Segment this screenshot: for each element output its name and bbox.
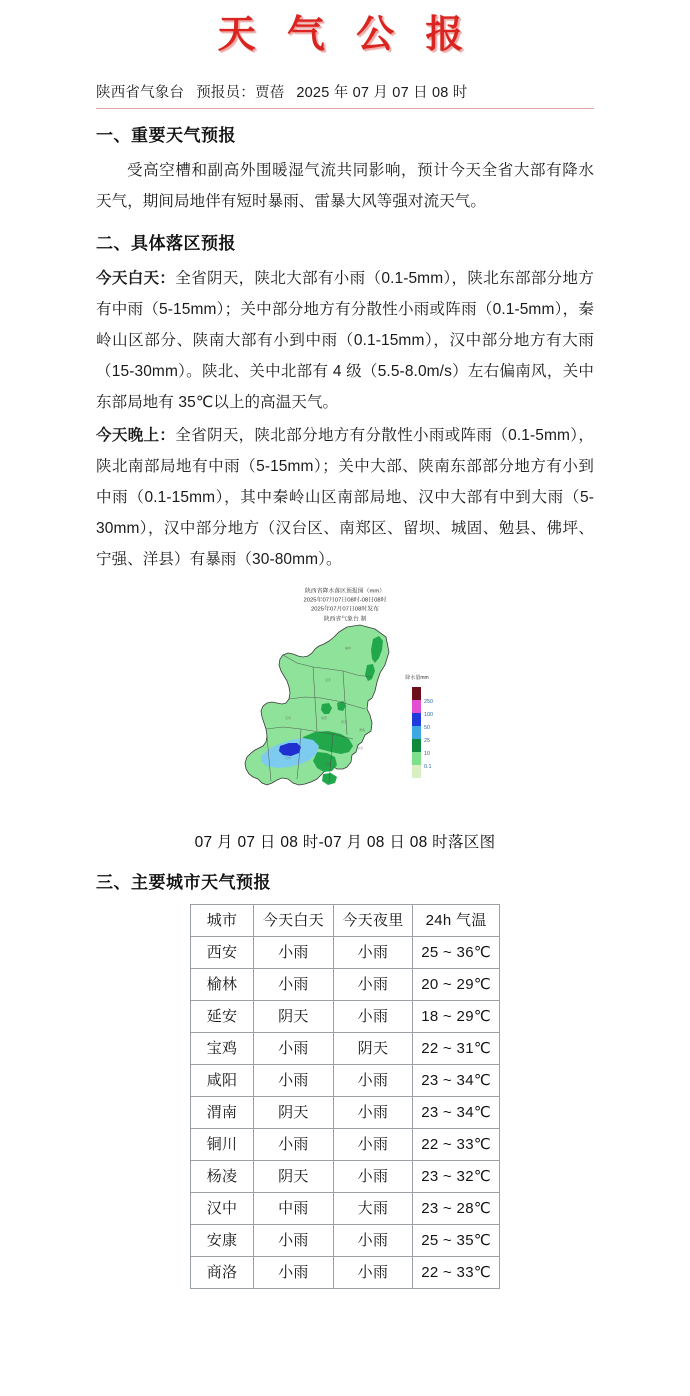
section-3-heading: 三、主要城市天气预报 [96,873,271,892]
temperature-cell: 23 ~ 28℃ [413,1193,500,1225]
legend-value-50: 50 [424,725,430,731]
table-body [191,937,500,1289]
page-title: 天 气 公 报 [217,12,473,56]
city-name-cell: 安康 [191,1225,254,1257]
table-row [191,1161,500,1193]
column-header-city: 城市 [191,905,254,937]
byline-issue-time: 2025 年 07 月 07 日 08 时 [296,85,468,101]
table-header-row [191,905,500,937]
daytime-weather-cell: 阴天 [254,1001,334,1033]
city-name-cell: 延安 [191,1001,254,1033]
table-row [191,1129,500,1161]
daytime-text: 全省阴天，陕北大部有小雨（0.1-5mm），陕北东部部分地方有中雨（5-15mm）；关中部分地方有分散性小雨或阵雨（0.1-5mm），秦岭山区部分、陕南大部有小到中雨（0.1-15mm），汉中部分地方有大雨（15-30mm）。陕北、关中北部有 4 级（5.5-8.0m/s）左右偏南风，关中东部局地有 35℃以上的高温天气。 [96,270,594,411]
table-row [191,1097,500,1129]
night-weather-cell: 阴天 [333,1033,413,1065]
night-weather-cell: 小雨 [333,1065,413,1097]
night-weather-cell: 小雨 [333,1097,413,1129]
night-forecast-paragraph [96,420,594,575]
legend-value-10: 10 [424,751,430,757]
temperature-cell: 18 ~ 29℃ [413,1001,500,1033]
night-weather-cell: 小雨 [333,937,413,969]
title-banner [0,0,690,62]
daytime-weather-cell: 小雨 [254,1129,334,1161]
daytime-weather-cell: 小雨 [254,1033,334,1065]
map-title-line-3: 2025年07月07日08时发布 [311,605,379,613]
map-title-line-4: 陕西省气象台 制 [323,615,367,622]
svg-text:渭南: 渭南 [359,728,366,732]
svg-text:延安: 延安 [325,678,332,682]
svg-text:安康: 安康 [325,762,332,766]
city-name-cell: 榆林 [191,969,254,1001]
city-name-cell: 商洛 [191,1257,254,1289]
city-name-cell: 西安 [191,937,254,969]
column-header-temp: 24h 气温 [413,905,500,937]
column-header-day: 今天白天 [254,905,334,937]
legend-value-100: 100 [424,712,433,718]
svg-text:榆林: 榆林 [345,646,352,650]
temperature-cell: 23 ~ 34℃ [413,1097,500,1129]
night-weather-cell: 小雨 [333,1257,413,1289]
legend-value-0.1: 0.1 [424,764,432,770]
figure-caption: 07 月 07 日 08 时-07 月 08 日 08 时落区图 [194,834,496,851]
daytime-label: 今天白天： [96,270,176,287]
section-2-heading: 二、具体落区预报 [96,234,236,253]
legend-value-250: 250 [424,699,433,705]
night-weather-cell: 小雨 [333,1129,413,1161]
city-name-cell: 咸阳 [191,1065,254,1097]
daytime-weather-cell: 小雨 [254,937,334,969]
night-weather-cell: 小雨 [333,969,413,1001]
daytime-weather-cell: 中雨 [254,1193,334,1225]
temperature-cell: 25 ~ 35℃ [413,1225,500,1257]
map-svg [225,619,465,824]
daytime-weather-cell: 小雨 [254,1065,334,1097]
table-row [191,1257,500,1289]
night-weather-cell: 大雨 [333,1193,413,1225]
table-row [191,1001,500,1033]
night-weather-cell: 小雨 [333,1161,413,1193]
daytime-weather-cell: 小雨 [254,969,334,1001]
document-body [96,82,594,1289]
table-row [191,937,500,969]
city-name-cell: 宝鸡 [191,1033,254,1065]
daytime-weather-cell: 阴天 [254,1161,334,1193]
section-1-heading: 一、重要天气预报 [96,126,236,145]
legend-value-25: 25 [424,738,430,744]
table-row [191,1033,500,1065]
table-row [191,969,500,1001]
daytime-forecast-paragraph [96,263,594,418]
temperature-cell: 20 ~ 29℃ [413,969,500,1001]
map-title-line-1: 陕西省降水落区预报图（mm） [304,587,386,594]
table-row [191,1225,500,1257]
daytime-weather-cell: 小雨 [254,1257,334,1289]
column-header-night: 今天夜里 [333,905,413,937]
temperature-cell: 23 ~ 32℃ [413,1161,500,1193]
night-label: 今天晚上： [96,427,176,444]
daytime-weather-cell: 阴天 [254,1097,334,1129]
svg-text:宝鸡: 宝鸡 [285,716,292,720]
svg-text:咸阳: 咸阳 [321,716,328,720]
city-name-cell: 汉中 [191,1193,254,1225]
svg-text:汉中: 汉中 [285,756,292,760]
legend-title-text: 降水量mm [405,675,429,681]
byline-office: 陕西省气象台 [96,85,185,101]
map-title-line-2: 2025年07月07日08时-08日08时 [303,596,387,604]
map-legend [405,674,433,778]
section-1-paragraph: 受高空槽和副高外围暖湿气流共同影响，预计今天全省大部有降水天气，期间局地伴有短时暴雨、雷暴大风等强对流天气。 [96,162,594,210]
temperature-cell: 23 ~ 34℃ [413,1065,500,1097]
svg-text:商洛: 商洛 [357,746,364,750]
city-forecast-table [190,904,500,1289]
table-row [191,1193,500,1225]
shaanxi-precipitation-map [225,619,465,824]
temperature-cell: 22 ~ 33℃ [413,1257,500,1289]
byline-forecaster: 预报员：贾蓓 [196,85,285,101]
daytime-weather-cell: 小雨 [254,1225,334,1257]
city-name-cell: 杨凌 [191,1161,254,1193]
city-name-cell: 渭南 [191,1097,254,1129]
byline [96,82,594,109]
precipitation-map-figure [225,581,465,824]
svg-text:西安: 西安 [341,720,348,724]
temperature-cell: 25 ~ 36℃ [413,937,500,969]
night-weather-cell: 小雨 [333,1001,413,1033]
temperature-cell: 22 ~ 33℃ [413,1129,500,1161]
city-name-cell: 铜川 [191,1129,254,1161]
temperature-cell: 22 ~ 31℃ [413,1033,500,1065]
night-text: 全省阴天，陕北部分地方有分散性小雨或阵雨（0.1-5mm），陕北南部局地有中雨（5-15mm）；关中大部、陕南东部部分地方有小到中雨（0.1-15mm），其中秦岭山区南部局地、汉中大部有中到大雨（5-30mm），汉中部分地方（汉台区、南郑区、留坝、城固、勉县、佛坪、宁强、洋县）有暴雨（30-80mm）。 [96,427,594,568]
table-row [191,1065,500,1097]
night-weather-cell: 小雨 [333,1225,413,1257]
